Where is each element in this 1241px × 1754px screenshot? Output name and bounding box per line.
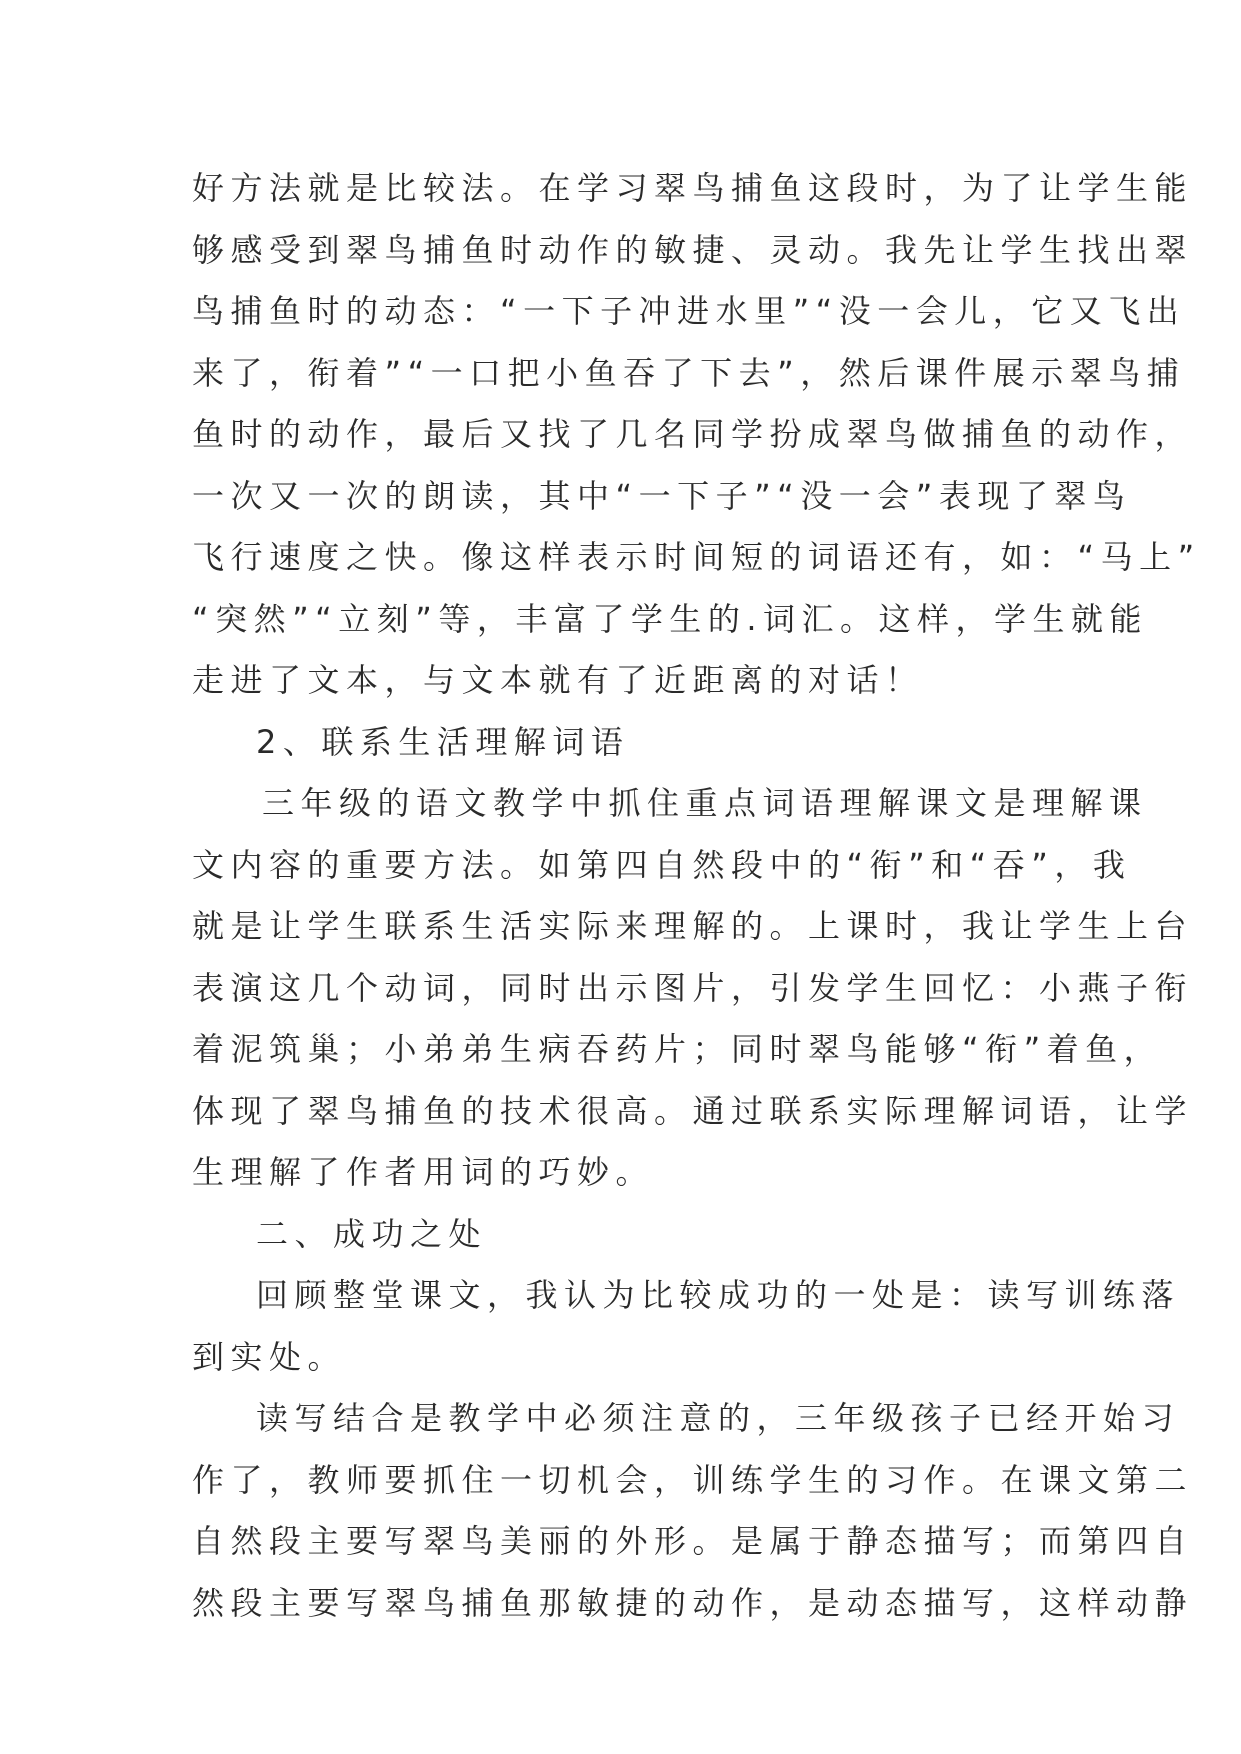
paragraph-line: 就是让学生联系生活实际来理解的。上课时，我让学生上台 bbox=[192, 907, 1194, 945]
paragraph-line: 三年级的语文教学中抓住重点词语理解课文是理解课 bbox=[262, 784, 1148, 822]
section-heading: 2、联系生活理解词语 bbox=[256, 722, 630, 761]
paragraph-line: 生理解了作者用词的巧妙。 bbox=[192, 1153, 655, 1191]
paragraph-line: 着泥筑巢；小弟弟生病吞药片；同时翠鸟能够“衔”着鱼， bbox=[192, 1030, 1163, 1068]
paragraph-line: 表演这几个动词，同时出示图片，引发学生回忆：小燕子衔 bbox=[192, 968, 1194, 1007]
paragraph-line: 然段主要写翠鸟捕鱼那敏捷的动作，是动态描写，这样动静 bbox=[192, 1583, 1194, 1622]
paragraph-line: 体现了翠鸟捕鱼的技术很高。通过联系实际理解词语，让学 bbox=[192, 1091, 1194, 1130]
paragraph-line: 读写结合是教学中必须注意的，三年级孩子已经开始习 bbox=[256, 1399, 1181, 1437]
paragraph-line: 自然段主要写翠鸟美丽的外形。是属于静态描写；而第四自 bbox=[192, 1522, 1194, 1560]
document-body bbox=[192, 158, 1201, 1634]
paragraph-line: 回顾整堂课文，我认为比较成功的一处是：读写训练落 bbox=[256, 1276, 1181, 1314]
paragraph-line: 鸟捕鱼时的动态：“一下子冲进水里”“没一会儿，它又飞出 bbox=[192, 292, 1186, 330]
paragraph-line: 一次又一次的朗读，其中“一下子”“没一会”表现了翠鸟 bbox=[192, 476, 1132, 515]
paragraph-line: “突然”“立刻”等，丰富了学生的.词汇。这样，学生就能 bbox=[192, 599, 1148, 638]
paragraph-line: 文内容的重要方法。如第四自然段中的“衔”和“吞”，我 bbox=[192, 845, 1132, 884]
paragraph-line: 走进了文本，与文本就有了近距离的对话！ bbox=[192, 661, 924, 699]
section-heading: 二、成功之处 bbox=[256, 1214, 488, 1253]
paragraph-line: 鱼时的动作，最后又找了几名同学扮成翠鸟做捕鱼的动作， bbox=[192, 415, 1194, 453]
paragraph-line: 来了，衔着”“一口把小鱼吞了下去”，然后课件展示翠鸟捕 bbox=[192, 353, 1186, 392]
paragraph-line: 作了，教师要抓住一切机会，训练学生的习作。在课文第二 bbox=[192, 1460, 1194, 1499]
paragraph-line: 够感受到翠鸟捕鱼时动作的敏捷、灵动。我先让学生找出翠 bbox=[192, 230, 1194, 269]
paragraph-line: 到实处。 bbox=[192, 1337, 347, 1376]
paragraph-line: 好方法就是比较法。在学习翠鸟捕鱼这段时，为了让学生能 bbox=[192, 169, 1194, 207]
paragraph-line: 飞行速度之快。像这样表示时间短的词语还有，如：“马上” bbox=[192, 538, 1201, 576]
